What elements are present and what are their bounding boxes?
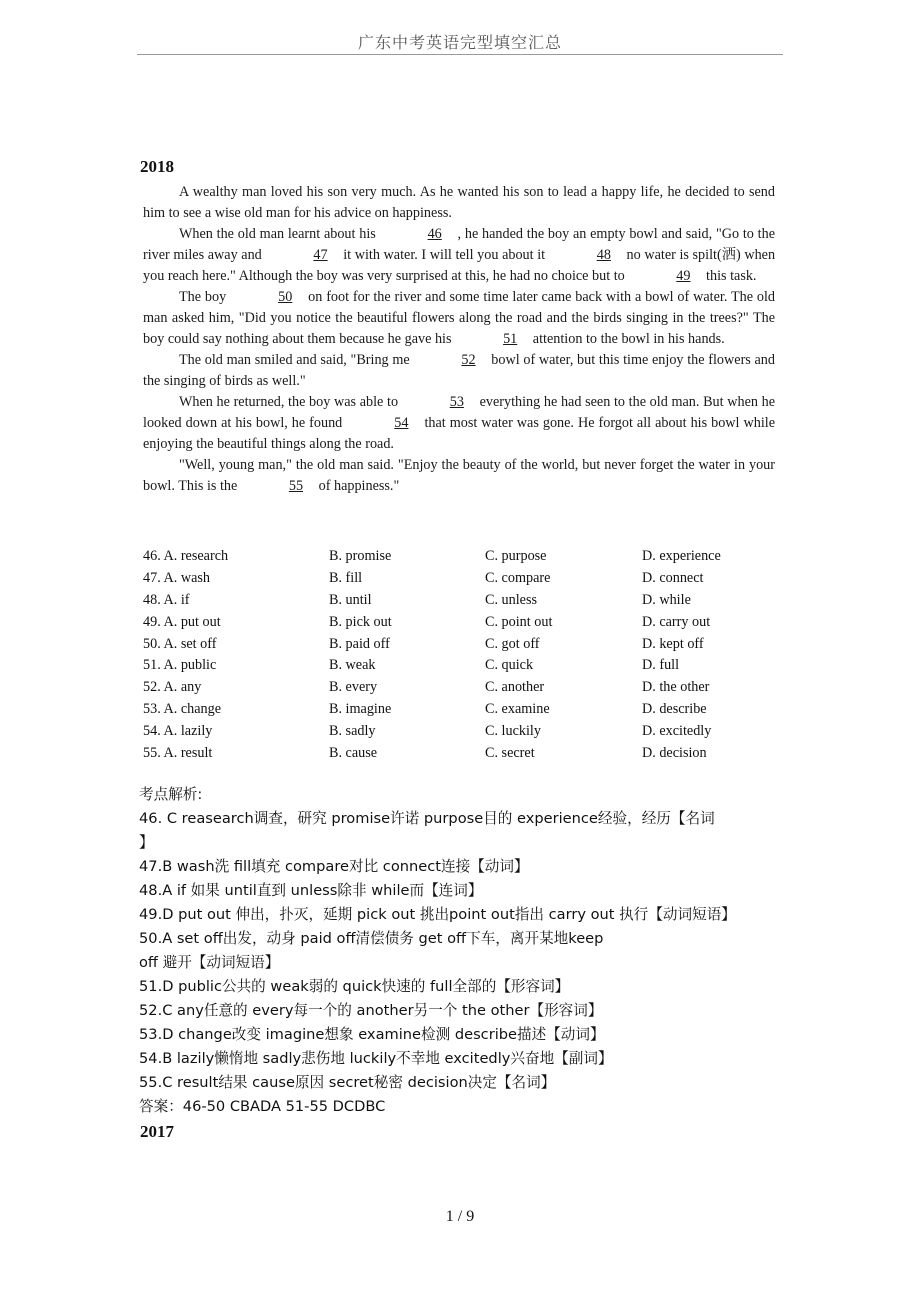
passage-text: When the old man learnt about his	[179, 226, 376, 242]
analysis-line: 46. C reasearch调查，研究 promise许诺 purpose目的 experience经验，经历【名词	[139, 810, 715, 827]
option-choice: 47. A. wash	[143, 569, 210, 586]
option-row	[143, 723, 783, 745]
analysis-line: 】	[139, 834, 154, 851]
blank-number: 55	[288, 478, 304, 494]
analysis-line: 52.C any任意的 every每一个的 another另一个 the other【形容词】	[139, 1002, 603, 1019]
option-choice: C. got off	[485, 635, 540, 652]
option-choice: B. weak	[329, 657, 376, 674]
option-choice: B. fill	[329, 569, 363, 586]
option-choice: D. experience	[642, 548, 721, 564]
option-choice: B. every	[329, 679, 378, 696]
analysis-line: 48.A if 如果 until直到 unless除非 while而【连词】	[139, 882, 483, 899]
option-choice: 49. A. put out	[143, 613, 221, 630]
analysis-line: 50.A set off出发，动身 paid off清偿债务 get off下车，离开某地keep	[139, 930, 604, 947]
option-choice: C. examine	[485, 701, 550, 718]
analysis-line: 54.B lazily懒惰地 sadly悲伤地 luckily不幸地 excitedly兴奋地【副词】	[139, 1050, 613, 1067]
blank-number: 49	[676, 268, 691, 284]
option-choice: 48. A. if	[143, 591, 190, 608]
option-choice: D. carry out	[642, 613, 711, 630]
option-choice: C. luckily	[485, 723, 541, 740]
page-header: 广东中考英语完型填空汇总	[357, 33, 562, 52]
blank-number: 52	[461, 352, 476, 368]
option-choice: 50. A. set off	[143, 635, 217, 652]
passage-text: The old man smiled and said, "Bring me	[179, 352, 410, 368]
passage-text: , he handed the boy an empty bowl and said, "Go to the river miles away and	[143, 226, 775, 263]
analysis-line: 51.D public公共的 weak弱的 quick快速的 full全部的【形容词】	[139, 978, 570, 995]
option-choice: B. paid off	[329, 635, 390, 652]
option-choice: C. quick	[485, 657, 534, 674]
option-choice: B. imagine	[329, 701, 392, 718]
option-choice: C. unless	[485, 591, 538, 608]
blank-number: 53	[449, 394, 464, 410]
option-choice: D. excitedly	[642, 723, 712, 740]
option-row	[143, 679, 783, 701]
option-row	[143, 570, 783, 592]
option-row	[143, 745, 783, 767]
analysis-line: 55.C result结果 cause原因 secret秘密 decision决定【名词】	[139, 1074, 556, 1091]
passage-paragraph	[143, 350, 775, 392]
year-heading-2018: 2018	[140, 157, 174, 176]
passage-text: A wealthy man loved his son very much. As he wanted his son to lead a happy life, he decided to send him to see a wise old man for his advice on happiness.	[143, 184, 775, 221]
analysis-line: 53.D change改变 imagine想象 examine检测 describe描述【动词】	[139, 1026, 605, 1043]
option-choice: 53. A. change	[143, 701, 222, 718]
option-choice: D. decision	[642, 745, 707, 762]
passage-text: no water is spilt(洒) when you reach here." Although the boy was very surprised at this, he had no choice but to	[143, 247, 776, 284]
blank-number: 47	[313, 247, 328, 263]
passage-text: on foot for the river and some time later came back with a bowl of water. The old man asked him, "Did you notice the beautiful flowers along the road and the birds singing in the trees?" The boy could say nothing about them because he gave his	[143, 289, 776, 347]
option-row	[143, 701, 783, 723]
option-choice: C. another	[485, 679, 545, 696]
passage-paragraph	[143, 287, 775, 350]
passage-text: this task.	[706, 268, 757, 284]
blank-number: 46	[427, 226, 442, 242]
option-choice: D. full	[642, 657, 680, 674]
option-choice: D. the other	[642, 679, 710, 696]
analysis-line: 答案：46-50 CBADA 51-55 DCDBC	[139, 1098, 386, 1115]
option-choice: 51. A. public	[143, 657, 217, 674]
option-choice: B. sadly	[329, 723, 376, 740]
option-choice: C. point out	[485, 613, 553, 630]
passage-text: it with water. I will tell you about it	[343, 247, 546, 263]
passage-text: The boy	[179, 289, 227, 305]
option-choice: D. kept off	[642, 635, 704, 652]
option-row	[143, 592, 783, 614]
passage-paragraph	[143, 224, 775, 287]
option-choice: 52. A. any	[143, 679, 202, 696]
option-choice: C. purpose	[485, 548, 547, 564]
option-choice: 46. A. research	[143, 548, 229, 564]
option-row	[143, 636, 783, 658]
passage-text: attention to the bowl in his hands.	[532, 331, 725, 347]
passage-text: bowl of water, but this time enjoy the flowers and the singing of birds as well."	[143, 352, 775, 389]
passage-text: of happiness."	[318, 478, 400, 494]
page-number: 1 / 9	[445, 1208, 475, 1225]
passage-text: that most water was gone. He forgot all about his bowl while enjoying the beautiful things along the road.	[143, 415, 776, 452]
blank-number: 48	[596, 247, 611, 263]
blank-number: 51	[503, 331, 518, 347]
option-choice: 55. A. result	[143, 745, 213, 762]
analysis-section	[139, 783, 785, 1119]
passage-paragraph	[143, 182, 775, 224]
option-choice: D. while	[642, 591, 691, 608]
blank-number: 50	[278, 289, 293, 305]
passage-text: everything he had seen to the old man. But when he looked down at his bowl, he found	[143, 394, 776, 431]
option-row	[143, 657, 783, 679]
analysis-line: 47.B wash洗 fill填充 compare对比 connect连接【动词】	[139, 858, 529, 875]
option-choice: 54. A. lazily	[143, 723, 213, 740]
option-choice: C. compare	[485, 569, 551, 586]
passage-paragraph	[143, 392, 775, 455]
header-divider	[137, 54, 783, 55]
option-choice: B. cause	[329, 745, 378, 762]
analysis-line: off 避开【动词短语】	[139, 954, 280, 971]
passage-text: When he returned, the boy was able to	[179, 394, 399, 410]
option-row	[143, 614, 783, 636]
blank-number: 54	[394, 415, 409, 431]
passage-paragraph	[143, 455, 775, 497]
option-choice: B. until	[329, 591, 372, 608]
option-choice: B. promise	[329, 548, 392, 564]
options-table	[143, 548, 783, 767]
analysis-title: 考点解析:	[139, 786, 203, 803]
option-choice: D. describe	[642, 701, 707, 718]
cloze-passage	[143, 182, 775, 497]
analysis-line: 49.D put out 伸出，扑灭，延期 pick out 挑出point out指出 carry out 执行【动词短语】	[139, 906, 736, 923]
year-heading-2017: 2017	[140, 1122, 174, 1141]
option-choice: B. pick out	[329, 613, 392, 630]
option-row	[143, 548, 783, 570]
passage-text: "Well, young man," the old man said. "Enjoy the beauty of the world, but never forget the water in your bowl. This is the	[143, 457, 775, 494]
option-choice: C. secret	[485, 745, 535, 762]
option-choice: D. connect	[642, 569, 704, 586]
